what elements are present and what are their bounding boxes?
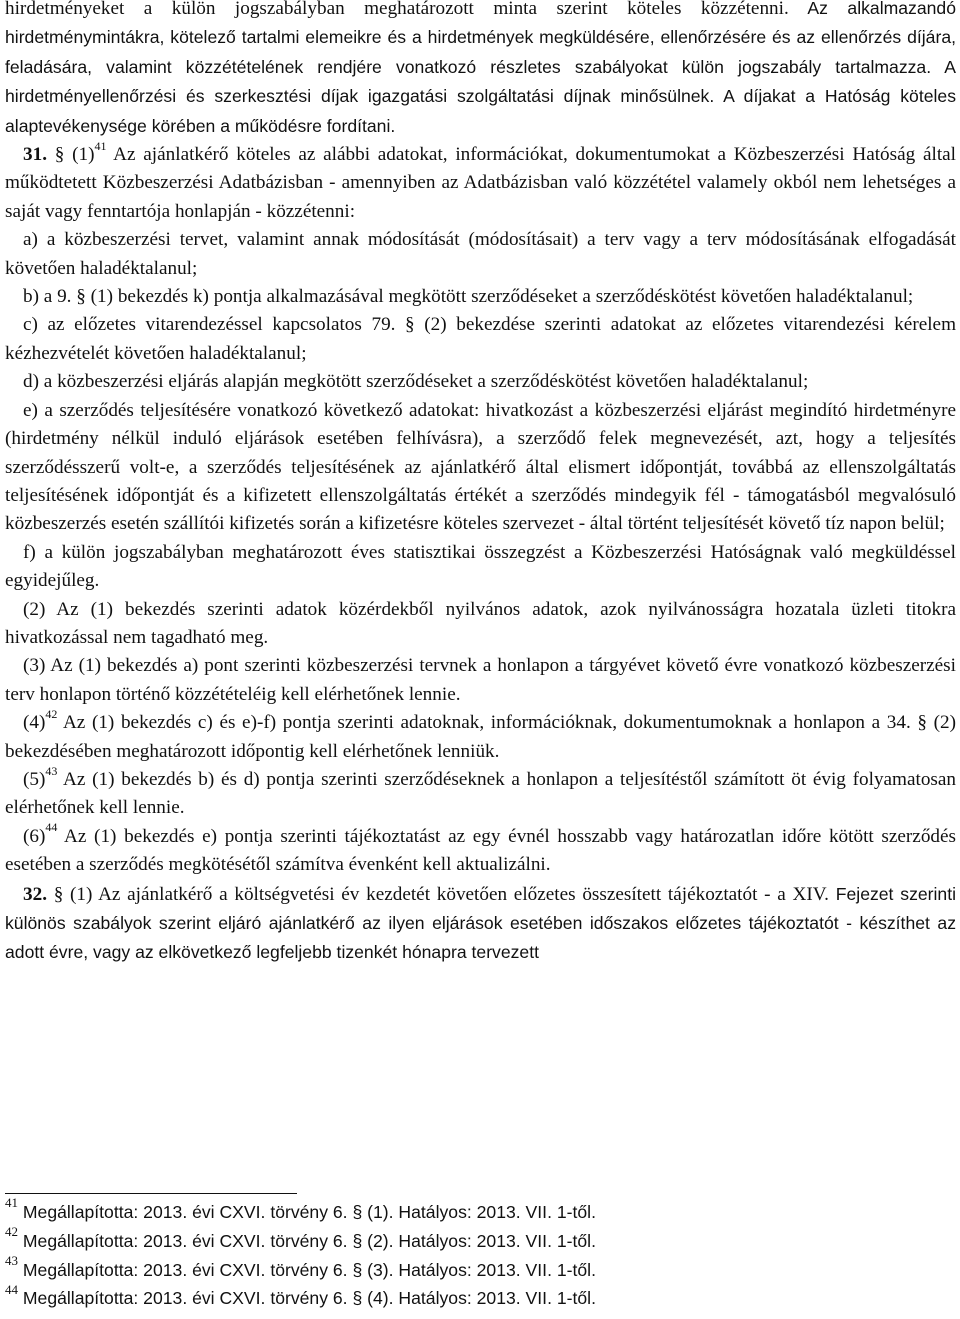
footnote-text: Megállapította: 2013. évi CXVI. törvény 6. § (3). Hatályos: 2013. VII. 1-től. (18, 1259, 596, 1280)
footnote (5, 1223, 956, 1256)
main-text (5, 0, 956, 968)
paragraph-text: § (1) (46, 144, 95, 166)
footnote-text: Megállapította: 2013. évi CXVI. törvény 6. § (4). Hatályos: 2013. VII. 1-től. (18, 1288, 596, 1309)
paragraph-text: Az (1) bekezdés c) és e)-f) pontja szerinti adatoknak, információknak, dokumentumoknak a honlapon a 34. § (2) bekezdésében meghatározott időpontig kell elérhetőnek lenniük. (5, 712, 956, 762)
paragraph-text: Az alkalmazandó hirdetménymintákra, kötelező tartalmi elemeikre és a hirdetmények megküldésére, ellenőrzésére és az ellenőrzés díjára, feladására, valamint közzétételének rendjére vonatkozó részletes szabályokat külön jogszabály tartalmazza. A hirdetményellenőrzési és szerkesztési díjak igazgatási szolgáltatási díjnak minősülnek. A díjakat a Hatóság köteles alaptevékenysége körében a működésre fordítani. (5, 0, 956, 136)
paragraph-text: (5) (23, 768, 46, 790)
section-number: 31. (23, 144, 47, 166)
paragraph-text: § (1) Az ajánlatkérő a költségvetési év kezdetét követően előzetes összesített tájékoztatót - a XIV. (46, 883, 829, 905)
section-32-paragraph-1 (5, 880, 956, 968)
list-item-d: d) a közbeszerzési eljárás alapján megkötött szerződéseket a szerződéskötést követően haladéktalanul; (23, 371, 809, 393)
paragraph-text: Az (1) bekezdés e) pontja szerinti tájékoztatást az egy évnél hosszabb vagy határozatlan időre kötött szerződés esetében a szerződés megkötésétől számítva évenként kell aktualizálni. (5, 825, 956, 876)
footnote-number: 41 (5, 1195, 18, 1211)
footnote-separator (5, 1193, 297, 1194)
list-item-b: b) a 9. § (1) bekezdés k) pontja alkalmazásával megkötött szerződéseket a szerződéskötést követően haladéktalanul; (23, 286, 914, 308)
section-31-paragraph-1 (5, 138, 957, 226)
paragraph-text: Fejezet szerinti különös szabályok szerint eljáró ajánlatkérő az ilyen eljárások esetében időszakos előzetes tájékoztatót - készíthet az adott évre, vagy az elkövetkező legfeljebb tizenkét hónapra tervezett (5, 883, 956, 963)
paragraph-text: (4) (23, 712, 46, 734)
footnote-ref: 44 (45, 820, 58, 835)
section-31-paragraph-4 (5, 706, 956, 766)
list-item-a: a) a közbeszerzési tervet, valamint annak módosítását (módosításait) a terv vagy a terv módosításának elfogadását követően haladéktalanul; (5, 229, 956, 279)
section-number: 32. (23, 883, 47, 905)
list-item-f: f) a külön jogszabályban meghatározott éves statisztikai összegzést a Közbeszerzési Hatóságnak való megküldéssel egyidejűleg. (5, 541, 956, 592)
footnote-number: 44 (5, 1281, 18, 1297)
paragraph-text: Az (1) bekezdés b) és d) pontja szerinti szerződéseknek a honlapon a teljesítéstől számított öt évig folyamatosan elérhetőnek kell lennie. (5, 768, 956, 819)
footnote (5, 1252, 956, 1285)
section-31-paragraph-6 (5, 820, 956, 880)
list-item-e: e) a szerződés teljesítésére vonatkozó következő adatokat: hivatkozást a közbeszerzési eljárást megindító hirdetményre (hirdetmény nélkül induló eljárások esetében felhívásra), a szerződő felek megnevezését, azt, hogy a teljesítés szerződésszerű volt-e, a szerződés teljesítésének az ajánlatkérő által elismert időpontját, továbbá az ellenszolgáltatás teljesítésének időpontját és a kifizetett ellenszolgáltatás értékét a szerződés mindegyik fél - támogatásból megvalósuló közbeszerzés esetén szállítói kifizetés során a kifizetésre köteles szervezet - által történt teljesítését követő tíz napon belül; (5, 399, 956, 535)
section-31-paragraph-5 (5, 763, 956, 823)
footnote-ref: 43 (45, 763, 58, 778)
section-31-paragraph-3: (3) Az (1) bekezdés a) pont szerinti közbeszerzési tervnek a honlapon a tárgyévet követő évre vonatkozó közbeszerzési terv honlapon történő közzétételéig kell elérhetőnek lennie. (5, 655, 956, 705)
footnote (5, 1195, 956, 1227)
paragraph-text: Az ajánlatkérő köteles az alábbi adatokat, információkat, dokumentumokat a Közbeszerzési Hatóság által működtetett Közbeszerzési Adatbázisban - amennyiben az Adatbázisban való közzététel valamely okból nem lehetséges a saját vagy fenntartója honlapján - közzétenni: (5, 144, 957, 222)
footnote-text: Megállapította: 2013. évi CXVI. törvény 6. § (2). Hatályos: 2013. VII. 1-től. (18, 1230, 596, 1251)
footnote-ref: 41 (94, 138, 107, 153)
list-item-c: c) az előzetes vitarendezéssel kapcsolatos 79. § (2) bekezdése szerinti adatokat az előzetes vitarendezési kérelem kézhezvételét követően haladéktalanul; (5, 314, 956, 364)
footnote-ref: 42 (45, 706, 58, 721)
section-31-paragraph-2: (2) Az (1) bekezdés szerinti adatok közérdekből nyilvános adatok, azok nyilvánosságra hozatala üzleti titokra hivatkozással nem tagadható meg. (5, 598, 956, 648)
footnote-number: 42 (5, 1223, 18, 1239)
paragraph-text: hirdetményeket a külön jogszabályban meghatározott minta szerint köteles közzétenni. (5, 0, 789, 19)
paragraph-text: (6) (23, 825, 46, 847)
footnote (5, 1281, 956, 1313)
footnote-number: 43 (5, 1252, 18, 1268)
paragraph-hirdetmeny (5, 0, 956, 141)
footnotes (5, 1195, 956, 1313)
footnote-text: Megállapította: 2013. évi CXVI. törvény 6. § (1). Hatályos: 2013. VII. 1-től. (18, 1202, 596, 1222)
